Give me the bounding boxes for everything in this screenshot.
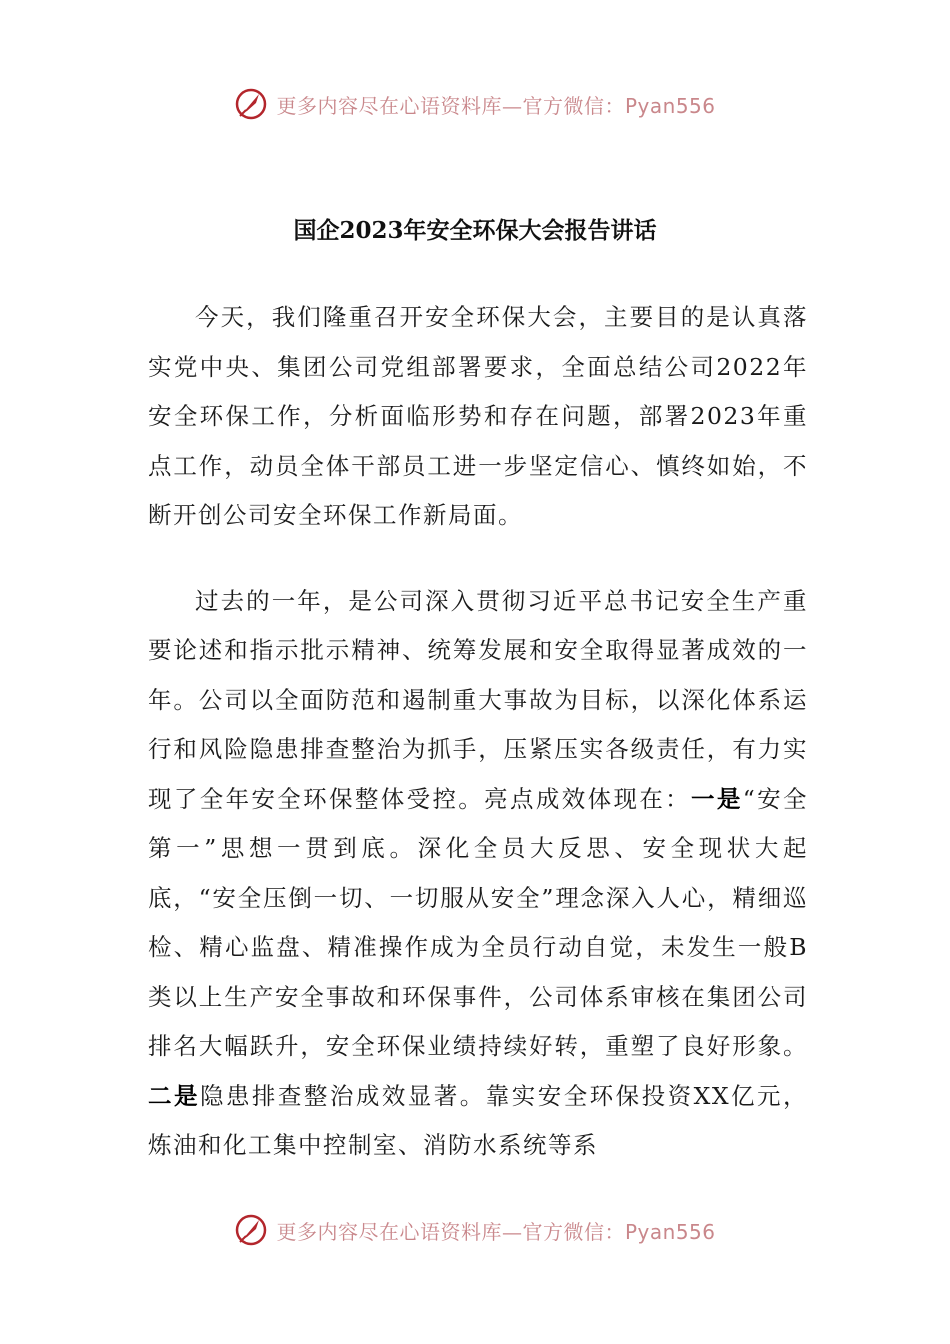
quill-pen-logo-icon [234,1213,268,1247]
emphasis-second: 二是 [148,1081,200,1110]
watermark-text: 更多内容尽在心语资料库—官方微信：Pyan556 [276,93,716,118]
quill-pen-logo-icon [234,87,268,121]
watermark-text: 更多内容尽在心语资料库—官方微信：Pyan556 [276,1219,716,1244]
emphasis-first: 一是 [691,784,743,813]
wechat-id: Pyan556 [624,1219,716,1244]
wechat-id: Pyan556 [624,93,716,118]
document-body [148,293,808,1171]
paragraph-2: 过去的一年，是公司深入贯彻习近平总书记安全生产重要论述和指示批示精神、统筹发展和安全取得显著成效的一年。公司以全面防范和遏制重大事故为目标，以深化体系运行和风险隐患排查整治为抓手，压紧压实各级责任，有力实现了全年安全环保整体受控。亮点成效体现在：一是“安全第一”思想一贯到底。深化全员大反思、安全现状大起底，“安全压倒一切、一切服从安全”理念深入人心，精细巡检、精心监盘、精准操作成为全员行动自觉，未发生一般B类以上生产安全事故和环保事件，公司体系审核在集团公司排名大幅跃升，安全环保业绩持续好转，重塑了良好形象。二是隐患排查整治成效显著。靠实安全环保投资XX亿元，炼油和化工集中控制室、消防水系统等系 [148,586,808,1159]
watermark-footer [0,1208,950,1252]
paragraph-1: 今天，我们隆重召开安全环保大会，主要目的是认真落实党中央、集团公司党组部署要求，全面总结公司2022年安全环保工作，分析面临形势和存在问题，部署2023年重点工作，动员全体干部员工进一步坚定信心、慎终如始，不断开创公司安全环保工作新局面。 [148,303,808,529]
document-title: 国企2023年安全环保大会报告讲话 [293,217,657,244]
watermark-header [0,82,950,126]
